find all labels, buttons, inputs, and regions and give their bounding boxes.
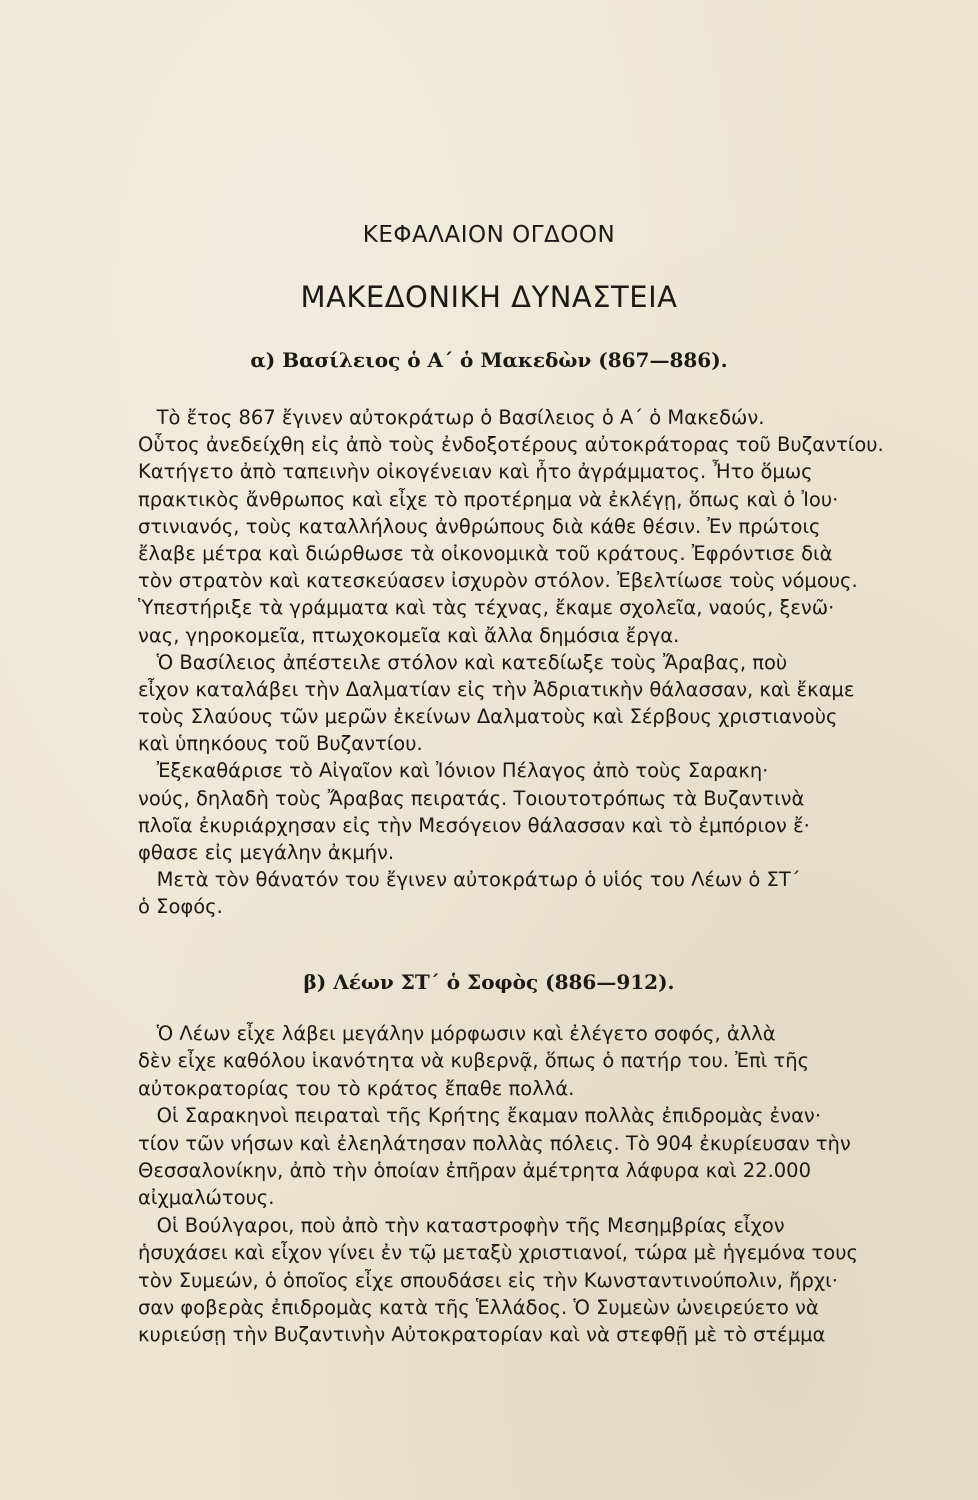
text-line: εἶχον καταλάβει τὴν Δαλματίαν εἰς τὴν Ἀδριατικὴν θάλασσαν, καὶ ἔκαμε (138, 677, 855, 701)
text-line: Ἐξεκαθάρισε τὸ Αἰγαῖον καὶ Ἰόνιον Πέλαγος ἀπὸ τοὺς Σαρακη· (138, 759, 769, 783)
text-line: πλοῖα ἐκυριάρχησαν εἰς τὴν Μεσόγειον θάλασσαν καὶ τὸ ἐμπόριον ἔ· (138, 813, 810, 837)
text-line: τὸν Συμεών, ὁ ὁποῖος εἶχε σπουδάσει εἰς τὴν Κωνσταντινούπολιν, ἤρχι· (138, 1268, 838, 1292)
text-line: Οὗτος ἀνεδείχθη εἰς ἀπὸ τοὺς ἐνδοξοτέρους αὐτοκράτορας τοῦ Βυζαντίου. (138, 433, 884, 457)
text-line: καὶ ὑπηκόους τοῦ Βυζαντίου. (138, 732, 423, 756)
text-line: αἰχμαλώτους. (138, 1186, 275, 1210)
section-b-heading: β) Λέων ΣΤ΄ ὁ Σοφὸς (886—912). (303, 970, 675, 994)
text-line: πρακτικὸς ἄνθρωπος καὶ εἶχε τὸ προτέρημα νὰ ἐκλέγῃ, ὅπως καὶ ὁ Ἰου· (138, 487, 839, 511)
text-line: Κατήγετο ἀπὸ ταπεινὴν οἰκογένειαν καὶ ἦτο ἀγράμματος. Ἦτο ὅμως (138, 460, 813, 484)
text-line: Οἱ Σαρακηνοὶ πειραταὶ τῆς Κρήτης ἔκαμαν πολλὰς ἐπιδρομὰς ἐναν· (138, 1104, 822, 1128)
text-line: Ὁ Λέων εἶχε λάβει μεγάλην μόρφωσιν καὶ ἐλέγετο σοφός, ἀλλὰ (138, 1022, 776, 1045)
section-b-body (138, 1020, 960, 1349)
text-line: σαν φοβερὰς ἐπιδρομὰς κατὰ τῆς Ἑλλάδος. Ὁ Συμεὼν ὠνειρεύετο νὰ (138, 1295, 819, 1319)
section-a-body (138, 404, 960, 921)
text-line: στινιανός, τοὺς καταλλήλους ἀνθρώπους διὰ κάθε θέσιν. Ἐν πρώτοις (138, 514, 821, 538)
text-line: τοὺς Σλαύους τῶν μερῶν ἐκείνων Δαλματοὺς καὶ Σέρβους χριστιανοὺς (138, 705, 838, 729)
text-line: ἡσυχάσει καὶ εἶχον γίνει ἐν τῷ μεταξὺ χριστιανοί, τώρα μὲ ἡγεμόνα τους (138, 1241, 858, 1265)
text-line: νας, γηροκομεῖα, πτωχοκομεῖα καὶ ἄλλα δημόσια ἔργα. (138, 623, 680, 647)
text-line: τὸν στρατὸν καὶ κατεσκεύασεν ἰσχυρὸν στόλον. Ἐβελτίωσε τοὺς νόμους. (138, 569, 858, 593)
text-line: φθασε εἰς μεγάλην ἀκμήν. (138, 841, 395, 864)
text-line: ὁ Σοφός. (138, 895, 223, 919)
text-line: Θεσσαλονίκην, ἀπὸ τὴν ὁποίαν ἐπῆραν ἀμέτρητα λάφυρα καὶ 22.000 (138, 1158, 811, 1182)
text-line: Ὁ Βασίλειος ἀπέστειλε στόλον καὶ κατεδίωξε τοὺς Ἄραβας, ποὺ (138, 650, 788, 674)
text-line: δὲν εἶχε καθόλου ἱκανότητα νὰ κυβερνᾷ, ὅπως ὁ πατήρ του. Ἐπὶ τῆς (138, 1049, 810, 1073)
text-line: ἔλαβε μέτρα καὶ διώρθωσε τὰ οἰκονομικὰ τοῦ κράτους. Ἐφρόντισε διὰ (138, 541, 833, 565)
section-a-heading: α) Βασίλειος ὁ Α΄ ὁ Μακεδὼν (867—886). (250, 348, 728, 372)
chapter-title: ΜΑΚΕΔΟΝΙΚΗ ΔΥΝΑΣΤΕΙΑ (300, 280, 678, 314)
text-line: αὐτοκρατορίας του τὸ κράτος ἔπαθε πολλά. (138, 1076, 575, 1100)
chapter-label: ΚΕΦΑΛΑΙΟΝ ΟΓΔΟΟΝ (362, 222, 616, 248)
text-line: κυριεύσῃ τὴν Βυζαντινὴν Αὐτοκρατορίαν καὶ νὰ στεφθῇ μὲ τὸ στέμμα (138, 1323, 826, 1347)
text-line: Ὑπεστήριξε τὰ γράμματα καὶ τὰς τέχνας, ἔκαμε σχολεῖα, ναούς, ξενῶ· (138, 596, 835, 620)
text-line: τίον τῶν νήσων καὶ ἐλεηλάτησαν πολλὰς πόλεις. Τὸ 904 ἐκυρίευσαν τὴν (138, 1131, 851, 1155)
text-line: Τὸ ἔτος 867 ἔγινεν αὐτοκράτωρ ὁ Βασίλειος ὁ Α΄ ὁ Μακεδών. (138, 406, 765, 429)
text-line: Οἱ Βούλγαροι, ποὺ ἀπὸ τὴν καταστροφὴν τῆς Μεσημβρίας εἶχον (138, 1213, 785, 1237)
text-line: νούς, δηλαδὴ τοὺς Ἄραβας πειρατάς. Τοιουτοτρόπως τὰ Βυζαντινὰ (138, 786, 805, 810)
text-line: Μετὰ τὸν θάνατόν του ἔγινεν αὐτοκράτωρ ὁ υἱός του Λέων ὁ ΣΤ΄ (138, 868, 801, 892)
